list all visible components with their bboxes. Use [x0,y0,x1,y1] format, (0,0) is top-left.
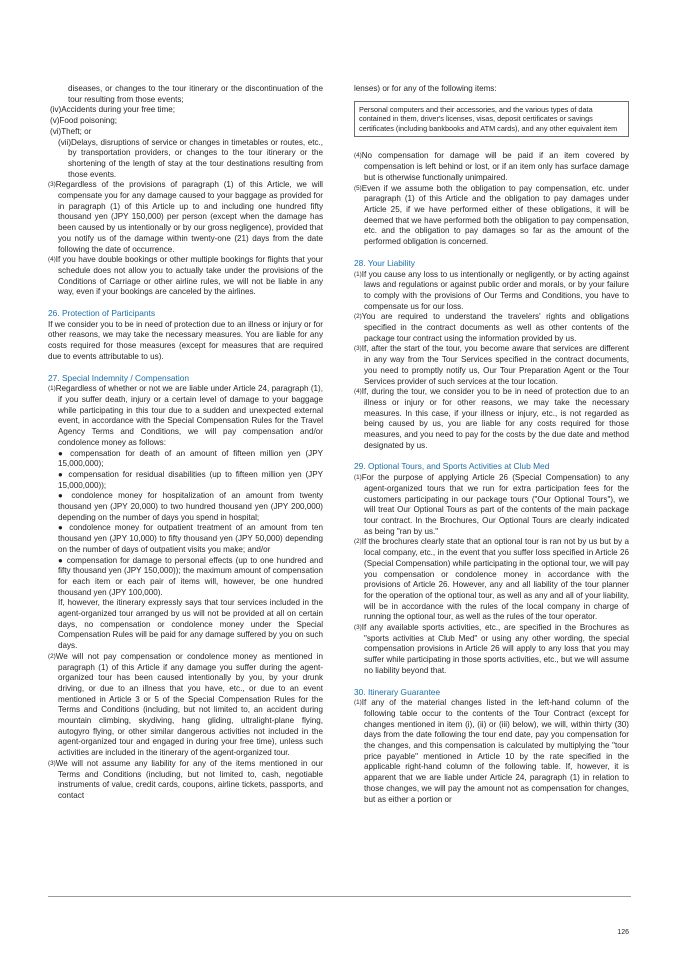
item-text: You are required to understand the travelers' rights and obligations specified in the contract documents as well as other contents of the package tour contract using the information provided by us. [361,312,629,343]
list-item: (vii)Delays, disruptions of service or changes in timetables or routes, etc., by transportation providers, or changes to the tour itinerary or the shortening of the length of stay at the tour destinations resulting from those events. [58,137,323,179]
numbered-item [48,652,323,759]
item-text: No compensation for damage will be paid if an item covered by compensation is left behind or lost, or if an item only has surface damage but is otherwise functionally unimpaired. [361,151,629,182]
bullet-item: ● condolence money for outpatient treatment of an amount from ten thousand yen (JPY 10,000) to fifty thousand yen (JPY 50,000) depending on the number of days of outpatient visits you make; and/or [58,523,323,554]
item-number: (5) [354,184,362,192]
item-number: (4) [48,256,56,264]
item-text: Regardless of the provisions of paragraph (1) of this Article, we will compensate you for any damage caused to your baggage as provided for in paragraph (1) of this Article up to and including one hundred fifty thousand yen (JPY 150,000) per person (except when the damage has been caused by us intentionally or by our gross negligence), provided that you notify us of the damage within twenty-one (21) days from the date following the date of occurrence. [55,180,323,254]
footer-divider [48,896,631,897]
numbered-item [48,384,323,448]
list-item-wrap [48,138,323,181]
item-number: (2) [48,652,56,660]
bullet-item: ● compensation for damage to personal effects (up to one hundred and fifty thousand yen (JPY 150,000)); the maximum amount of compensation for each item or each pair of items will, however, be one hundred thousand yen (JPY 100,000). [58,555,323,597]
right-column [354,84,629,805]
item-number: (4) [354,152,362,160]
numbered-item [354,344,629,387]
item-text: We will not pay compensation or condolence money as mentioned in paragraph (1) of this Article if any damage you suffer during the agent-organized tour has been caused intentionally by you, by your drunk driving, or due to an illness that you have, etc., or due to an event mentioned in Article 3 or 5 of the Special Compensation Rules for the Terms and Conditions (including, but not limited to, an accident during mountain climbing, skydiving, hang gliding, ultralight-plane flying, autogyro flying, or other similar dangerous activities not included in the agent-organized tour and engaged in during your free time), unless such activities are included in the itinerary of the agent-organized tour. [55,651,323,758]
list-item: (iv)Accidents during your free time; [50,105,176,115]
numbered-item [354,151,629,183]
paragraph: If, however, the itinerary expressly says that tour services included in the agent-organized tour arranged by us will not be provided at all on certain days, no compensation or condolence money under the Special Compensation Rules will be paid for any damage suffered by you on such days. [58,598,323,651]
section-heading: 29. Optional Tours, and Sports Activities at Club Med [354,461,550,472]
page-number: 126 [617,929,629,936]
numbered-item [354,387,629,451]
item-text: If, during the tour, we consider you to be in need of protection due to an illness or injury or for other reasons, we may take the necessary measures. In this case, if your illness or injury, etc., is not regarded as being caused by us, you are liable for any costs required for those measures, and you need to pay for the costs by the due date and method designated by us. [361,387,629,450]
item-number: (1) [354,270,362,278]
list-item: (v)Food poisoning; [50,116,118,126]
section-heading: 30. Itinerary Guarantee [354,686,441,697]
item-number: (3) [354,624,362,632]
section-heading: 26. Protection of Participants [48,308,156,319]
bullet-item: ● compensation for residual disabilities (up to fifteen million yen (JPY 15,000,000)); [58,469,323,490]
paragraph: If we consider you to be in need of protection due to an illness or injury or for other reasons, we may take the necessary measures. You are liable for any costs required for those measures (except for measures that are required due to events attributable to us). [48,319,323,361]
numbered-item [354,537,629,623]
item-number: (2) [354,313,362,321]
item-text: If, after the start of the tour, you become aware that services are different in any way from the Tour Services specified in the contract documents, you need to promptly notify us, Our Tour Preparation Agent or the Tour Services provider of such services at the tour location. [361,344,629,386]
item-number: (3) [354,345,362,353]
numbered-item [354,270,629,313]
item-text: Regardless of whether or not we are liable under Article 24, paragraph (1), if you suffer death, injury or a certain level of damage to your baggage while participating in this tour due to a sudden and unexpected external event, in accordance with the Special Compensation Rules for the Travel Agency Terms and Conditions, we will pay compensation and/or condolence money as follows: [55,384,323,447]
numbered-item [354,473,629,537]
left-column [48,84,323,802]
bullet-item: ● condolence money for hospitalization of an amount from twenty thousand yen (JPY 20,000) to two hundred thousand yen (JPY 200,000) depending on the number of days you spend in hospital; [58,491,323,522]
item-text: If any of the material changes listed in the left-hand column of the following table occur to the contents of the Tour Contract (except for changes mentioned in item (i), (ii) or (iii) below), we will, within thirty (30) days from the date following the tour end date, pay you compensation for the changes, and this compensation is calculated by multiplying the "tour price payable" mentioned in Article 10 by the rate specified in the applicable right-hand column of the following table. If, however, it is apparent that we are liable under Article 24, paragraph (1) in relation to those changes, we will pay the amount not as compensation for changes, but as either a portion or [361,698,629,804]
item-text: Even if we assume both the obligation to pay compensation, etc. under paragraph (1) of this Article and the obligation to pay damages under Article 25, if we have performed either of these obligations, it will be deemed that we have performed both the obligation to pay compensation, etc. and the obligation to pay damages so far as the amount of the performed obligation is concerned. [361,183,629,247]
item-number: (3) [48,759,56,767]
bullet-item: ● compensation for death of an amount of fifteen million yen (JPY 15,000,000); [58,448,323,469]
item-number: (2) [354,538,362,546]
item-text: If any available sports activities, etc., are specified in the Brochures as "sports activities at Club Med" or using any other wording, the special compensation provisions in Article 26 will apply to any loss that you may suffer while participating in those sports activities, etc., but we will assume no liability beyond that. [361,623,629,675]
numbered-item [354,623,629,677]
numbered-item [354,312,629,344]
item-number: (4) [354,388,362,396]
numbered-item [48,180,323,255]
item-text: If you have double bookings or other multiple bookings for flights that your schedule does not allow you to actually take under the provisions of the Conditions of Carriage or other airline rules, we will not be liable in any way, even if your bookings are canceled by the airlines. [55,255,323,297]
numbered-item [354,698,629,805]
item-number: (3) [48,181,56,189]
item-number: (1) [48,385,56,393]
item-text: We will not assume any liability for any of the items mentioned in our Terms and Conditions (including, but not limited to, cash, negotiable instruments of value, credit cards, coupons, airline tickets, passports, and contact [55,758,323,800]
item-text: For the purpose of applying Article 26 (Special Compensation) to any agent-organized tours that we run for extra participation fees for the customers participating in our package tours ("Our Optional Tours"), we will treat Our Optional Tours as part of the contents of the main package tour contract. In the Brochures, Our Optional Tours are clearly indicated as being "ran by us." [361,473,629,536]
item-number: (1) [354,699,362,707]
numbered-item [48,759,323,802]
numbered-item [48,255,323,298]
paragraph: diseases, or changes to the tour itinerary or the discontinuation of the tour resulting from those events; [68,84,323,104]
numbered-item [354,184,629,248]
section-heading: 27. Special Indemnity / Compensation [48,372,190,383]
list-item: (vi)Theft; or [50,126,92,136]
paragraph: lenses) or for any of the following items: [354,84,497,93]
section-heading: 28. Your Liability [354,257,415,268]
item-text: If the brochures clearly state that an optional tour is ran not by us but by a local company, etc., in the event that you suffer loss specified in Article 26 (Special Compensation) while participating in the optional tour, we will pay you compensation or condolence money in accordance with the provisions of Article 26. However, any and all liability of the tour planner for the operation of the optional tour, as well as any and all of your liability, will be in accordance with the rules of the local company in charge of running the optional tour, as well as the rules of the tour operator. [361,537,629,622]
excluded-items-box: Personal computers and their accessories, and the various types of data contained in them, driver's licenses, visas, deposit certificates or savings certificates (including bankbooks and ATM cards), and any other equivalent item [354,101,629,138]
item-text: If you cause any loss to us intentionally or negligently, or by acting against laws and regulations or against public order and morals, or by your failure to comply with the provisions of Our Terms and Conditions, you have to compensate us for our loss. [361,269,629,311]
item-number: (1) [354,474,362,482]
